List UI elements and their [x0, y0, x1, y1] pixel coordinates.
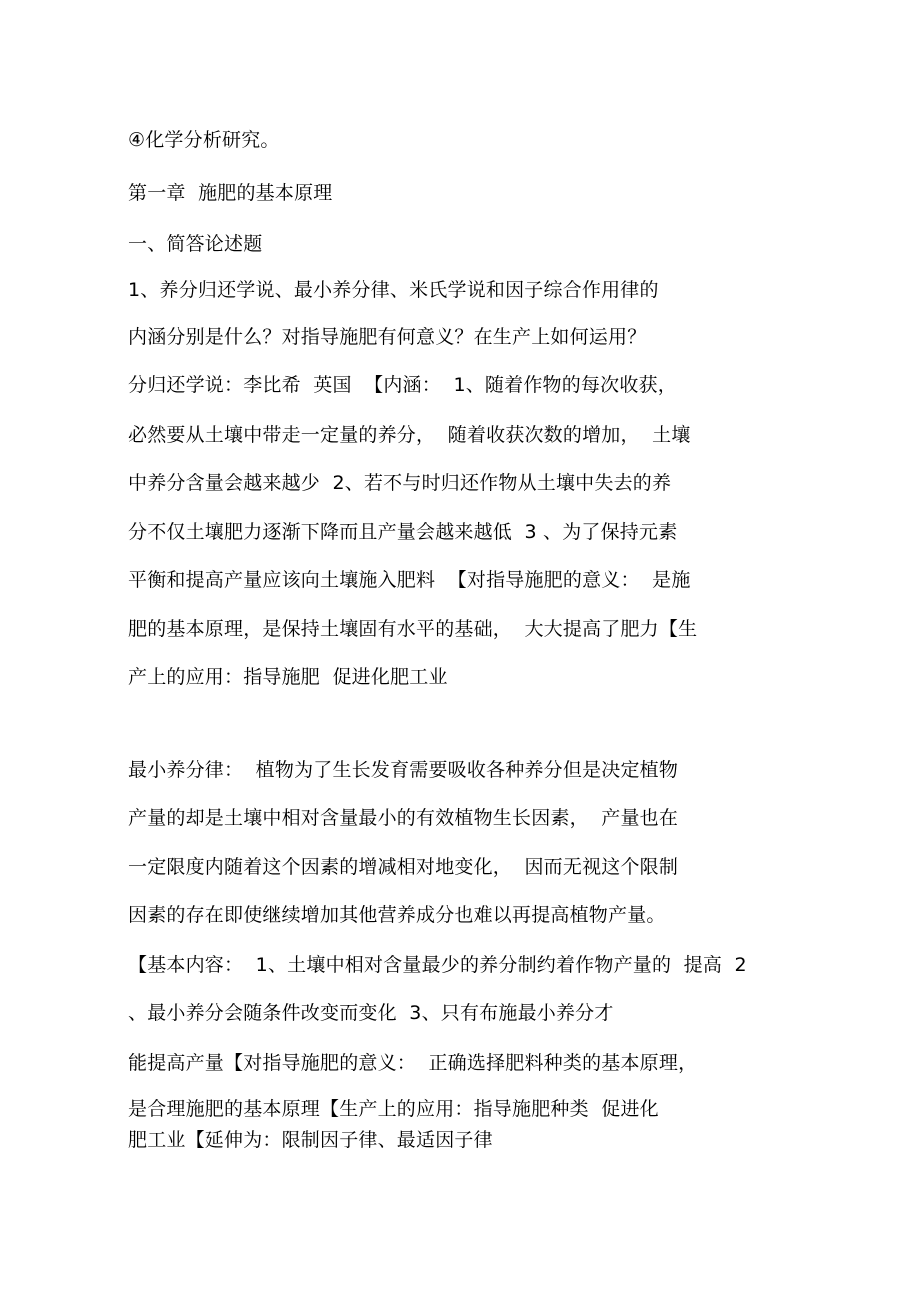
- text-line: 肥工业【延伸为：限制因子律、最适因子律: [128, 1129, 493, 1151]
- text-line: 中养分含量会越来越少 2、若不与时归还作物从土壤中失去的养: [128, 472, 672, 494]
- text-line: 必然要从土壤中带走一定量的养分， 随着收获次数的增加， 土壤: [128, 424, 691, 446]
- text-line: 肥的基本原理，是保持土壤固有水平的基础， 大大提高了肥力【生: [128, 618, 698, 640]
- text-line: 【基本内容： 1、土壤中相对含量最少的养分制约着作物产量的 提高 2: [128, 954, 747, 976]
- text-line: 、最小养分会随条件改变而变化 3、只有布施最小养分才: [128, 1002, 614, 1024]
- text-line: ④化学分析研究。: [128, 129, 280, 151]
- text-line: 是合理施肥的基本原理【生产上的应用：指导施肥种类 促进化: [128, 1098, 659, 1120]
- question-line: 1、养分归还学说、最小养分律、米氏学说和因子综合作用律的: [128, 279, 659, 301]
- text-line: 产上的应用：指导施肥 促进化肥工业: [128, 666, 448, 688]
- text-line: 最小养分律： 植物为了生长发育需要吸收各种养分但是决定植物: [128, 759, 679, 781]
- text-line: 平衡和提高产量应该向土壤施入肥料 【对指导施肥的意义： 是施: [128, 569, 691, 591]
- text-line: 产量的却是土壤中相对含量最小的有效植物生长因素， 产量也在: [128, 807, 679, 829]
- text-line: 分归还学说：李比希 英国 【内涵： 1、随着作物的每次收获，: [128, 374, 677, 396]
- section-heading: 一、简答论述题: [128, 233, 263, 255]
- text-line: 能提高产量【对指导施肥的意义： 正确选择肥料种类的基本原理，: [128, 1052, 698, 1074]
- question-line: 内涵分别是什么？对指导施肥有何意义？在生产上如何运用？: [128, 326, 647, 348]
- chapter-heading: 第一章 施肥的基本原理: [128, 182, 333, 204]
- text-line: 一定限度内随着这个因素的增减相对地变化， 因而无视这个限制: [128, 856, 679, 878]
- text-line: 分不仅土壤肥力逐渐下降而且产量会越来越低 3 、为了保持元素: [128, 521, 678, 543]
- text-line: 因素的存在即使继续增加其他营养成分也难以再提高植物产量。: [128, 904, 666, 926]
